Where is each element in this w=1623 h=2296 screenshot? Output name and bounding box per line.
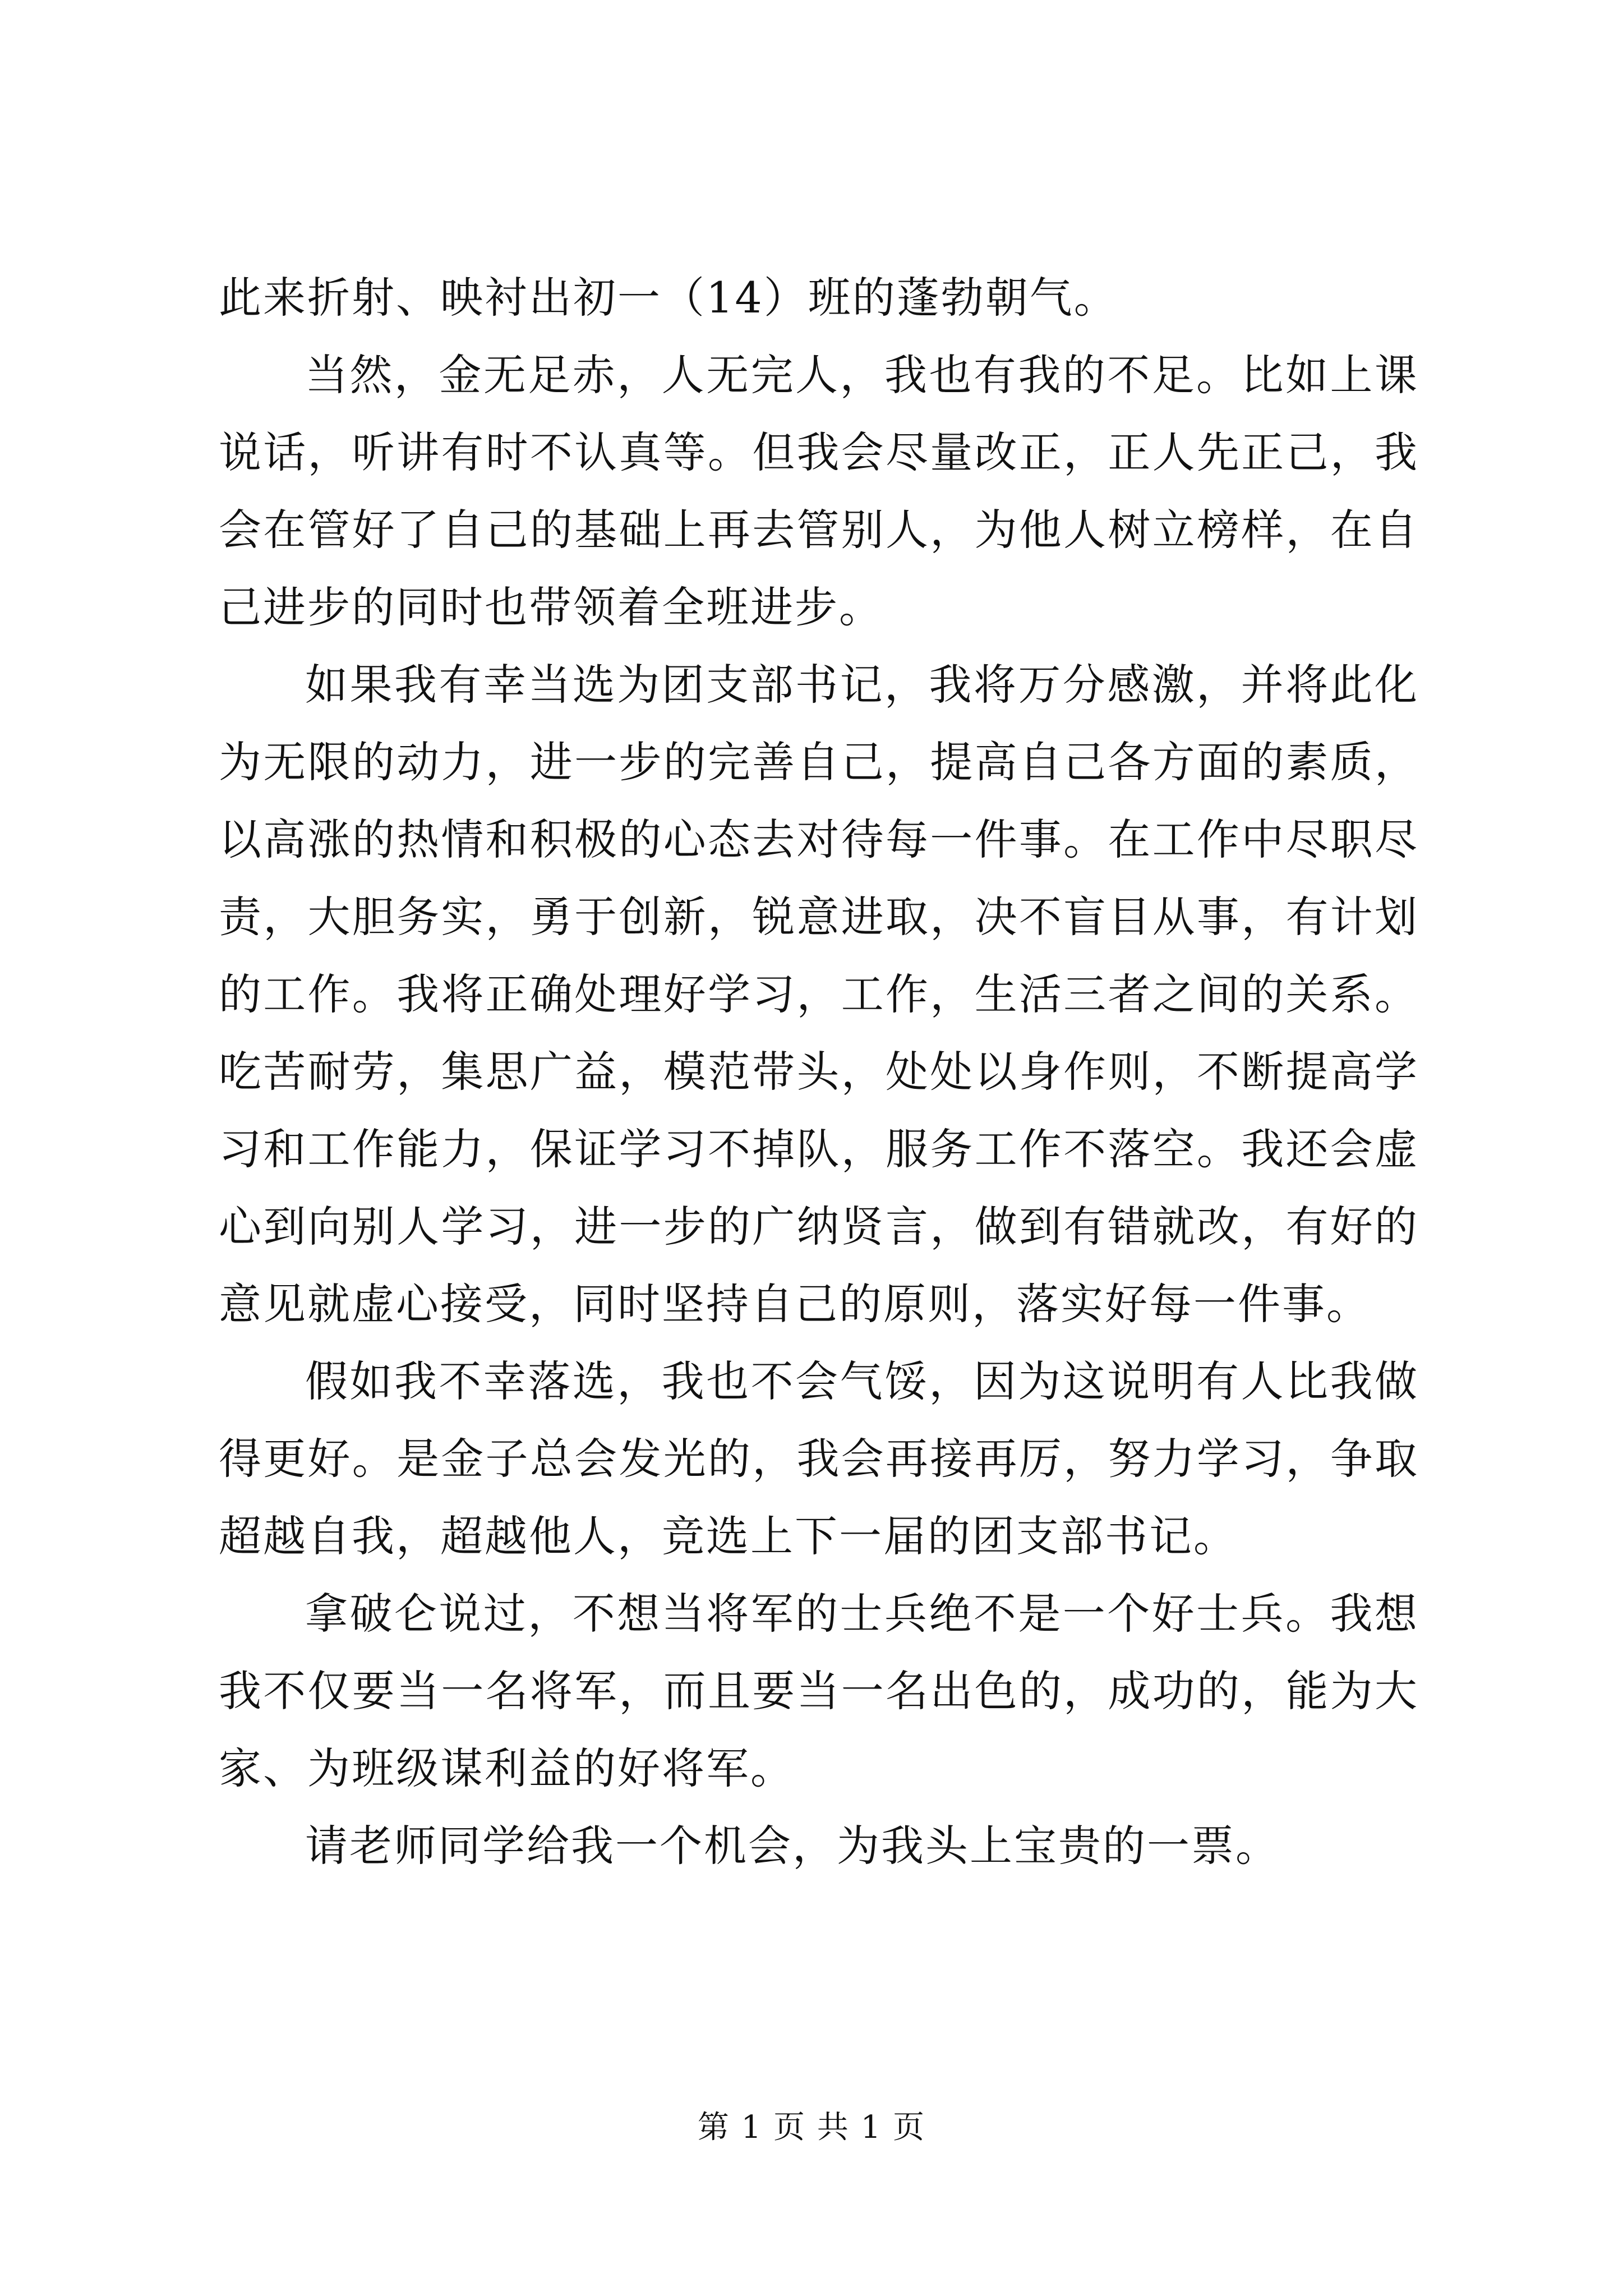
paragraph-4: 假如我不幸落选，我也不会气馁，因为这说明有人比我做得更好。是金子总会发光的，我会再接再厉，努力学习，争取超越自我，超越他人，竞选上下一届的团支部书记。 (219, 1356, 1419, 1561)
paragraph-5: 拿破仑说过，不想当将军的士兵绝不是一个好士兵。我想我不仅要当一名将军，而且要当一名出色的，成功的，能为大家、为班级谋利益的好将军。 (219, 1589, 1419, 1793)
paragraph-3: 如果我有幸当选为团支部书记，我将万分感激，并将此化为无限的动力，进一步的完善自己，提高自己各方面的素质，以高涨的热情和积极的心态去对待每一件事。在工作中尽职尽责，大胆务实，勇于创新，锐意进取，决不盲目从事，有计划的工作。我将正确处理好学习，工作，生活三者之间的关系。吃苦耐劳，集思广益，模范带头，处处以身作则，不断提高学习和工作能力，保证学习不掉队，服务工作不落空。我还会虚心到向别人学习，进一步的广纳贤言，做到有错就改，有好的意见就虚心接受，同时坚持自己的原则，落实好每一件事。 (219, 660, 1419, 1329)
page-number-footer: 第 1 页 共 1 页 (697, 2109, 926, 2146)
paragraph-1: 此来折射、映衬出初一（14）班的蓬勃朝气。 (219, 273, 1118, 323)
paragraph-2: 当然，金无足赤，人无完人，我也有我的不足。比如上课说话，听讲有时不认真等。但我会尽量改正，正人先正己，我会在管好了自己的基础上再去管别人，为他人树立榜样，在自己进步的同时也带领着全班进步。 (219, 350, 1419, 632)
document-body (219, 259, 1419, 1885)
paragraph-6: 请老师同学给我一个机会，为我头上宝贵的一票。 (305, 1821, 1280, 1871)
